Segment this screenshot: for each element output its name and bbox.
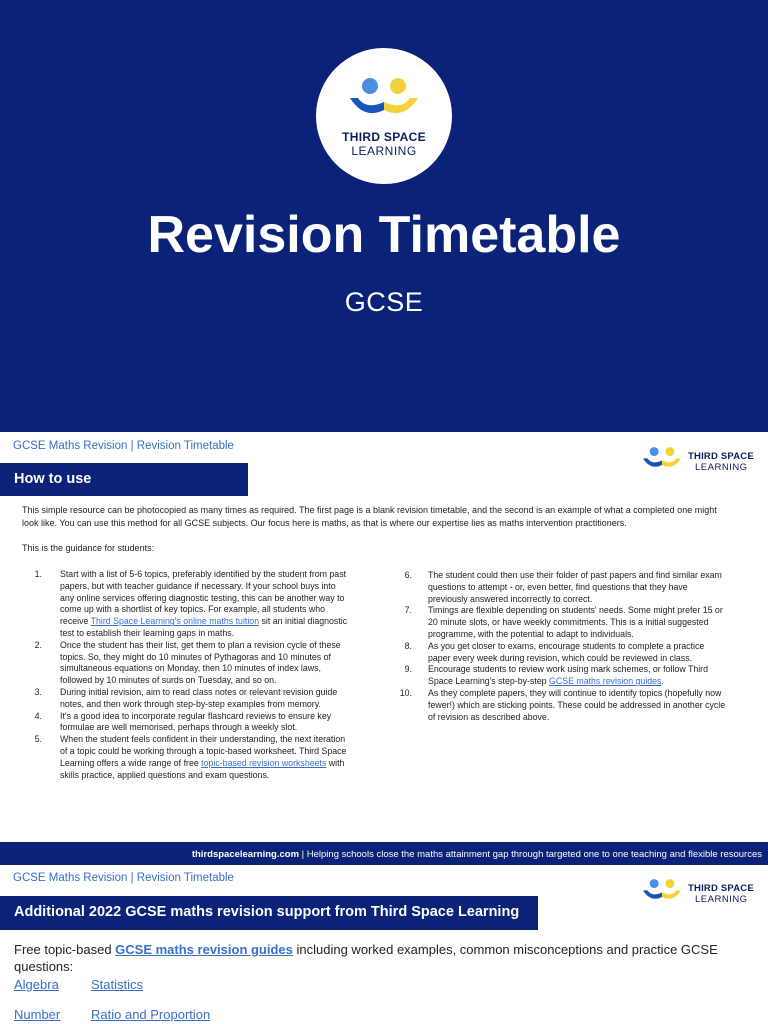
- list-item: 2. Once the student has their list, get them to plan a revision cycle of these topics. So, they might do 10 minutes of Pythagoras and 10 minutes of simultaneous equations on Monday, then 10 minutes of index laws, followed by 10 minutes of surds on Tuesday, and so on.: [34, 639, 341, 686]
- section-heading: How to use: [0, 463, 248, 496]
- online-tuition-link[interactable]: Third Space Learning's online maths tuition: [90, 616, 260, 627]
- cover-page: [0, 0, 768, 432]
- breadcrumb[interactable]: GCSE Maths Revision | Revision Timetable: [13, 872, 234, 884]
- topic-link-number[interactable]: Number: [14, 1007, 61, 1022]
- topic-link-algebra[interactable]: Algebra: [14, 977, 59, 992]
- list-item: 10. As they complete papers, they will continue to identify topics (hopefully now fewer!) which are sticking points. These could be addressed in another cycle of revision as described above.: [399, 687, 726, 722]
- list-item: 1. Start with a list of 5-6 topics, preferably identified by the student from past papers, but with teacher guidance if necessary. If your school buys into any online services offering diagnostic testing, this can be another way to come up with a shortlist of key topics. For example, all students who receive Third Space Learning's online maths tuition sit an initial diagnostic test to establish their learning gaps in maths.: [34, 569, 348, 638]
- how-to-use-page: [0, 432, 768, 866]
- footer-site-link[interactable]: thirdspacelearning.com: [191, 849, 300, 860]
- revision-guides-link[interactable]: GCSE maths revision guides: [115, 942, 293, 957]
- list-item: 3. During initial revision, aim to read class notes or relevant revision guide notes, and then work through step-by-step examples from memory.: [34, 686, 338, 709]
- logo-text-line1: THIRD SPACE: [688, 451, 754, 462]
- steps-list-left: [30, 569, 352, 781]
- list-item: 8. As you get closer to exams, encourage students to complete a practice paper every week during revision, which could be reviewed in class.: [404, 640, 705, 663]
- list-item: 5. When the student feels confident in their understanding, the next iteration of a topic could be working through a topic-based worksheet. Third Space Learning offers a wide range of free topic-based revision worksheets with skills practice, applied questions and exam questions.: [34, 734, 347, 780]
- smiley-logo-icon: [640, 878, 684, 906]
- intro-paragraph: This simple resource can be photocopied as many times as required. The first page is a blank revision timetable, and the second is an example of what a completed one might look like. You can use this method for all GCSE subjects. Our focus here is maths, as that is where our expertise lies as maths intervention practitioners.: [22, 505, 717, 528]
- footer-tagline: | Helping schools close the maths attainment gap through targeted one to one teaching and flexible resources: [299, 849, 762, 860]
- list-item: 7. Timings are flexible depending on students' needs. Some might prefer 15 or 20 minute slots, or have weekly commitments. This is a initial suggested programme, with the potential to adapt to individuals.: [404, 605, 723, 639]
- steps-list-right: [398, 570, 728, 723]
- smiley-logo-icon: [640, 446, 684, 474]
- section-heading: Additional 2022 GCSE maths revision support from Third Space Learning: [0, 896, 538, 930]
- list-item: 9. Encourage students to review work using mark schemes, or follow Third Space Learning's step-by-step GCSE maths revision guides.: [404, 664, 708, 687]
- revision-guides-link[interactable]: GCSE maths revision guides: [549, 676, 662, 687]
- support-page: [0, 866, 768, 1024]
- topic-link-ratio-and-proportion[interactable]: Ratio and Proportion: [91, 1007, 211, 1022]
- support-paragraph: Free topic-based GCSE maths revision guides including worked examples, common misconceptions and practice GCSE questions:: [14, 942, 718, 974]
- topic-link-statistics[interactable]: Statistics: [91, 977, 144, 992]
- third-space-learning-logo-small: [640, 446, 760, 476]
- logo-text-line2: LEARNING: [695, 894, 748, 905]
- list-item: 4. It's a good idea to incorporate regular flashcard reviews to ensure key formulae are well memorised, perhaps through a weekly slot.: [34, 710, 332, 733]
- breadcrumb[interactable]: GCSE Maths Revision | Revision Timetable: [13, 440, 234, 452]
- logo-text-line2: LEARNING: [695, 462, 748, 473]
- logo-text-line1: THIRD SPACE: [688, 883, 754, 894]
- list-item: 6. The student could then use their folder of past papers and find similar exam questions to attempt - or, even better, find questions that they have previously answered incorrectly to correct.: [404, 570, 722, 604]
- smiley-logo-icon: [346, 76, 422, 126]
- cover-title: Revision Timetable: [147, 206, 621, 264]
- footer-bar: [0, 842, 768, 865]
- revision-worksheets-link[interactable]: topic-based revision worksheets: [201, 757, 327, 768]
- third-space-learning-logo: [316, 48, 452, 184]
- guidance-label: This is the guidance for students:: [22, 543, 155, 553]
- cover-subtitle: GCSE: [344, 287, 424, 317]
- third-space-learning-logo-small: [640, 878, 760, 908]
- logo-text-line1: THIRD SPACE: [342, 130, 426, 144]
- logo-text-line2: LEARNING: [351, 144, 417, 158]
